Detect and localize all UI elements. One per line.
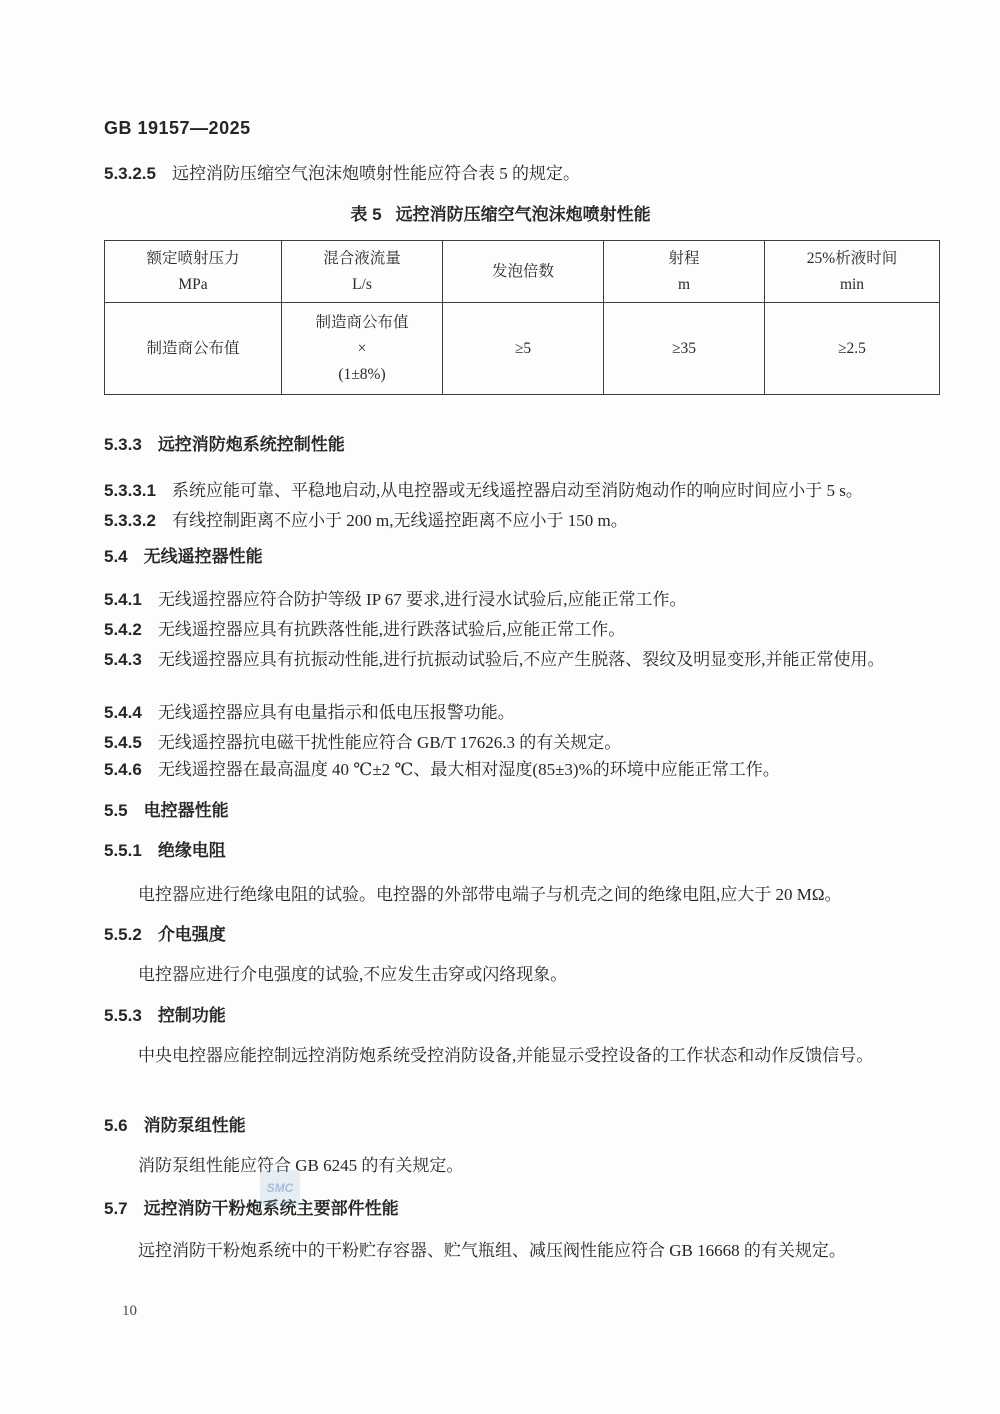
clause-5-4-4: 5.4.4 无线遥控器应具有电量指示和低电压报警功能。 [104,703,515,722]
paragraph-control-function: 中央电控器应能控制远控消防炮系统受控消防设备,并能显示受控设备的工作状态和动作反馈信号。 [138,1046,874,1065]
clause-5-4-3: 5.4.3 无线遥控器应具有抗振动性能,进行抗振动试验后,不应产生脱落、裂纹及明显变形,并能正常使用。 [104,650,885,669]
cell-drain-time: ≥2.5 [765,303,940,395]
clause-number: 5.3.2.5 [104,164,156,183]
clause-5-7: 5.7 远控消防干粉炮系统主要部件性能 [104,1199,399,1218]
page-number: 10 [122,1303,137,1319]
table-5-caption [104,200,897,230]
clause-5-3-3: 5.3.3 远控消防炮系统控制性能 [104,435,345,454]
clause-5-5: 5.5 电控器性能 [104,801,229,820]
paragraph-dry-powder-system: 远控消防干粉炮系统中的干粉贮存容器、贮气瓶组、减压阀性能应符合 GB 16668 的有关规定。 [138,1241,846,1260]
clause-5-6: 5.6 消防泵组性能 [104,1116,246,1135]
col-header-pressure: 额定喷射压力 MPa [105,241,282,303]
col-header-flow: 混合液流量 L/s [282,241,443,303]
col-header-foam-ratio: 发泡倍数 [443,241,604,303]
clause-5-3-3-2: 5.3.3.2 有线控制距离不应小于 200 m,无线遥控距离不应小于 150 m。 [104,511,628,530]
smc-watermark: SMC [260,1170,300,1206]
clause-text: 远控消防压缩空气泡沫炮喷射性能应符合表 5 的规定。 [172,164,580,183]
clause-5-4-6: 5.4.6 无线遥控器在最高温度 40 ℃±2 ℃、最大相对湿度(85±3)%的环境中应能正常工作。 [104,760,780,779]
table-data-row [105,303,940,395]
clause-5-3-3-1: 5.3.3.1 系统应能可靠、平稳地启动,从电控器或无线遥控器启动至消防炮动作的响应时间应小于 5 s。 [104,481,863,500]
clause-5-5-1: 5.5.1 绝缘电阻 [104,841,226,860]
clause-5-4-2: 5.4.2 无线遥控器应具有抗跌落性能,进行跌落试验后,应能正常工作。 [104,620,626,639]
table-label: 表 5 [350,205,382,224]
clause-5-4-1: 5.4.1 无线遥控器应符合防护等级 IP 67 要求,进行浸水试验后,应能正常工作。 [104,590,687,609]
clause-5-4-5: 5.4.5 无线遥控器抗电磁干扰性能应符合 GB/T 17626.3 的有关规定。 [104,733,622,752]
table-5 [104,240,940,395]
paragraph-fire-pump: 消防泵组性能应符合 GB 6245 的有关规定。 [138,1156,464,1175]
table-title-text: 远控消防压缩空气泡沫炮喷射性能 [395,205,651,224]
cell-foam-ratio: ≥5 [443,303,604,395]
col-header-drain-time: 25%析液时间 min [765,241,940,303]
paragraph-insulation-resistance: 电控器应进行绝缘电阻的试验。电控器的外部带电端子与机壳之间的绝缘电阻,应大于 20 MΩ。 [138,885,842,904]
cell-pressure: 制造商公布值 [105,303,282,395]
paragraph-dielectric-strength: 电控器应进行介电强度的试验,不应发生击穿或闪络现象。 [138,965,568,984]
clause-5-4: 5.4 无线遥控器性能 [104,547,263,566]
clause-5-5-2: 5.5.2 介电强度 [104,925,226,944]
clause-5-3-2-5 [104,159,897,189]
standard-number-header: GB 19157—2025 [104,118,251,138]
table-header-row [105,241,940,303]
col-header-range: 射程 m [604,241,765,303]
clause-5-5-3: 5.5.3 控制功能 [104,1006,226,1025]
cell-range: ≥35 [604,303,765,395]
cell-flow: 制造商公布值 × (1±8%) [282,303,443,395]
